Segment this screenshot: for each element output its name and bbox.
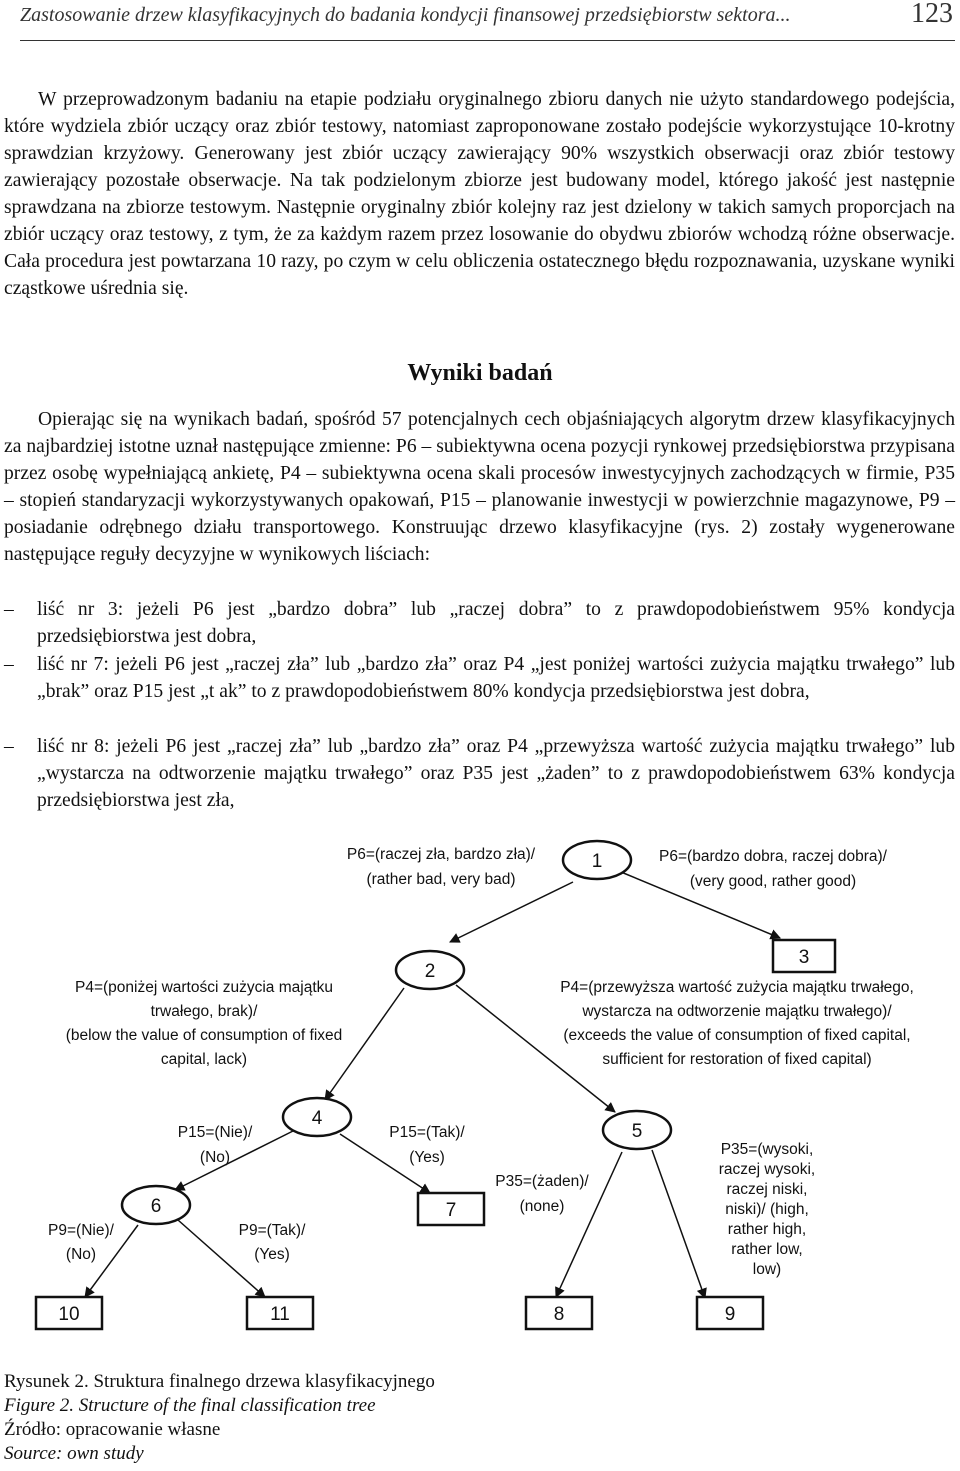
label-p9-right bbox=[239, 1222, 306, 1263]
svg-text:P6=(raczej zła, bardzo zła)/: P6=(raczej zła, bardzo zła)/ bbox=[346, 846, 536, 863]
label-p9-left bbox=[48, 1222, 115, 1263]
svg-text:low): low) bbox=[752, 1261, 782, 1278]
label-p35-left bbox=[495, 1173, 589, 1215]
figure-source-pl: Źródło: opracowanie własne bbox=[4, 1419, 221, 1440]
rule-text: liść nr 8: jeżeli P6 jest „raczej zła” lub „bardzo zła” oraz P4 „przewyższa wartość zużycia majątku trwałego” lub „wystarcza na odtworzenie majątku trwałego” oraz P35 jest „żaden” to z prawdopodobieństwem 63% kondycja przedsiębiorstwa jest zła, bbox=[37, 736, 955, 811]
rule-item: – liść nr 7: jeżeli P6 jest „raczej zła” lub „bardzo zła” oraz P4 „jest poniżej wartości zużycia majątku trwałego” lub „brak” oraz P15 jest „t ak” to z prawdopodobieństwem 80% kondycja przedsiębiorstwa jest dobra, bbox=[4, 654, 955, 702]
svg-text:niski)/ (high,: niski)/ (high, bbox=[725, 1201, 809, 1218]
tree-node-6 bbox=[122, 1186, 190, 1224]
label-p6-right bbox=[659, 848, 888, 890]
svg-text:(Yes): (Yes) bbox=[409, 1149, 445, 1166]
svg-text:P4=(poniżej wartości zużycia m: P4=(poniżej wartości zużycia majątku bbox=[74, 979, 334, 996]
tree-node-1 bbox=[563, 841, 631, 879]
svg-text:raczej wysoki,: raczej wysoki, bbox=[718, 1161, 816, 1178]
svg-text:raczej niski,: raczej niski, bbox=[726, 1181, 808, 1198]
label-p4-left bbox=[66, 979, 343, 1068]
svg-text:P9=(Nie)/: P9=(Nie)/ bbox=[48, 1222, 114, 1239]
svg-text:3: 3 bbox=[798, 947, 810, 968]
svg-text:P15=(Nie)/: P15=(Nie)/ bbox=[177, 1124, 253, 1141]
section-title: Wyniki badań bbox=[407, 360, 553, 386]
edge-5-9 bbox=[652, 1150, 705, 1298]
svg-text:(No): (No) bbox=[199, 1149, 231, 1166]
tree-leaf-3 bbox=[773, 940, 835, 972]
svg-text:(No): (No) bbox=[65, 1246, 97, 1263]
svg-text:P15=(Tak)/: P15=(Tak)/ bbox=[389, 1124, 465, 1141]
figure-caption-en: Figure 2. Structure of the final classification tree bbox=[4, 1395, 376, 1416]
tree-node-5 bbox=[603, 1111, 671, 1149]
page-header bbox=[20, 0, 955, 41]
paragraph-results: Opierając się na wynikach badań, spośród 57 potencjalnych cech objaśniających algorytm drzew klasyfikacyjnych za najbardziej istotne uznał następujące zmienne: P6 – subiektywna ocena pozycji rynkowej przedsiębiorstwa przypisana przez osobę wypełniającą ankietę, P4 – subiektywna ocena skali procesów inwestycyjnych zachodzących w firmie, P35 – stopień standaryzacji wykorzystywanych opakowań, P15 – planowanie inwestycji w powierzchnie magazynowe, P9 – posiadanie odrębnego działu transportowego. Konstruując drzewo klasyfikacyjne (rys. 2) zostały wygenerowane następujące reguły decyzyjne w wynikowych liściach: bbox=[4, 409, 955, 565]
rule-text: liść nr 7: jeżeli P6 jest „raczej zła” lub „bardzo zła” oraz P4 „jest poniżej wartości zużycia majątku trwałego” lub „brak” oraz P15 jest „t ak” to z prawdopodobieństwem 80% kondycja przedsiębiorstwa jest dobra, bbox=[37, 654, 955, 702]
svg-text:wystarcza na odtworzenie mająt: wystarcza na odtworzenie majątku trwałego)/ bbox=[582, 1003, 892, 1020]
label-p35-right bbox=[719, 1141, 815, 1278]
tree-leaf-8 bbox=[526, 1297, 592, 1329]
svg-text:P35=(żaden)/: P35=(żaden)/ bbox=[495, 1173, 589, 1190]
page-number: 123 bbox=[911, 0, 953, 29]
edge-1-2 bbox=[450, 882, 573, 942]
tree-leaf-11 bbox=[247, 1297, 313, 1329]
svg-text:1: 1 bbox=[591, 851, 603, 872]
figure-caption-pl: Rysunek 2. Struktura finalnego drzewa klasyfikacyjnego bbox=[4, 1371, 435, 1392]
label-p15-left bbox=[178, 1124, 253, 1166]
svg-text:5: 5 bbox=[631, 1121, 643, 1142]
svg-text:rather high,: rather high, bbox=[727, 1221, 807, 1238]
svg-text:capital, lack): capital, lack) bbox=[160, 1051, 248, 1068]
svg-text:2: 2 bbox=[424, 961, 436, 982]
tree-node-4 bbox=[283, 1098, 351, 1136]
rule-text: liść nr 3: jeżeli P6 jest „bardzo dobra” lub „raczej dobra” to z prawdopodobieństwem 95% kondycja przedsiębiorstwa jest dobra, bbox=[37, 599, 955, 647]
svg-text:trwałego, brak)/: trwałego, brak)/ bbox=[150, 1003, 258, 1020]
label-p4-right bbox=[560, 979, 914, 1068]
paragraph-cross-validation: W przeprowadzonym badaniu na etapie podziału oryginalnego zbioru danych nie użyto standardowego podejścia, które wydziela zbiór uczący oraz zbiór testowy, natomiast zaproponowane zostało podejście wykorzystujące 10-krotny sprawdzian krzyżowy. Generowany jest zbiór uczący zawierający 90% wszystkich obserwacji oraz zbiór testowy zawierający pozostałe obserwacje. Na tak podzielonym zbiorze jest budowany model, którego jakość jest następnie sprawdzana na zbiorze testowym. Następnie oryginalny zbiór kolejny raz jest dzielony w takich samych proporcjach na zbiór uczący oraz testowy, z tym, że za każdym razem przez losowanie do obydwu zbiorów wchodzą różne obserwacje. Cała procedura jest powtarzana 10 razy, po czym w celu obliczenia ostatecznego błędu rozpoznawania, uzyskane wyniki cząstkowe uśrednia się. bbox=[4, 89, 955, 299]
svg-text:10: 10 bbox=[58, 1304, 80, 1325]
tree-leaf-9 bbox=[697, 1297, 763, 1329]
svg-text:(below the value of consumptio: (below the value of consumption of fixed bbox=[65, 1027, 343, 1044]
figure-source-en: Source: own study bbox=[4, 1443, 144, 1464]
svg-text:(exceeds the value of consumpt: (exceeds the value of consumption of fixed capital, bbox=[563, 1027, 911, 1044]
running-title: Zastosowanie drzew klasyfikacyjnych do badania kondycji finansowej przedsiębiorstw sektora... bbox=[20, 4, 791, 26]
label-p15-right bbox=[389, 1124, 465, 1166]
svg-text:P4=(przewyższa wartość zużycia: P4=(przewyższa wartość zużycia majątku trwałego, bbox=[560, 979, 914, 996]
rule-item: – liść nr 8: jeżeli P6 jest „raczej zła” lub „bardzo zła” oraz P4 „przewyższa wartość zużycia majątku trwałego” lub „wystarcza na odtworzenie majątku trwałego” oraz P35 jest „żaden” to z prawdopodobieństwem 63% kondycja przedsiębiorstwa jest zła, bbox=[4, 736, 955, 811]
svg-text:P35=(wysoki,: P35=(wysoki, bbox=[720, 1141, 814, 1158]
tree-leaf-7 bbox=[418, 1193, 484, 1225]
svg-text:11: 11 bbox=[270, 1304, 290, 1325]
svg-text:P9=(Tak)/: P9=(Tak)/ bbox=[238, 1222, 306, 1239]
tree-leaf-10 bbox=[36, 1297, 102, 1329]
svg-text:8: 8 bbox=[553, 1304, 565, 1325]
svg-text:P6=(bardzo dobra, raczej dobra: P6=(bardzo dobra, raczej dobra)/ bbox=[659, 848, 887, 865]
classification-tree-diagram bbox=[0, 830, 960, 1365]
svg-text:rather low,: rather low, bbox=[731, 1241, 803, 1258]
edge-2-4 bbox=[325, 988, 404, 1100]
svg-text:9: 9 bbox=[724, 1304, 736, 1325]
svg-text:6: 6 bbox=[150, 1196, 162, 1217]
svg-text:(very good, rather good): (very good, rather good) bbox=[689, 873, 857, 890]
decision-rules-list bbox=[4, 596, 955, 814]
svg-text:7: 7 bbox=[445, 1200, 457, 1221]
rule-item: – liść nr 3: jeżeli P6 jest „bardzo dobra” lub „raczej dobra” to z prawdopodobieństwem 95% kondycja przedsiębiorstwa jest dobra, bbox=[4, 599, 955, 647]
label-p6-left bbox=[347, 846, 536, 888]
tree-node-2 bbox=[396, 951, 464, 989]
svg-text:(Yes): (Yes) bbox=[254, 1246, 290, 1263]
tree-edges bbox=[85, 872, 780, 1298]
svg-text:(none): (none) bbox=[519, 1198, 565, 1215]
svg-text:4: 4 bbox=[311, 1108, 323, 1129]
svg-text:sufficient for restoration of: sufficient for restoration of fixed capital) bbox=[602, 1051, 872, 1068]
svg-text:(rather bad, very bad): (rather bad, very bad) bbox=[366, 871, 516, 888]
